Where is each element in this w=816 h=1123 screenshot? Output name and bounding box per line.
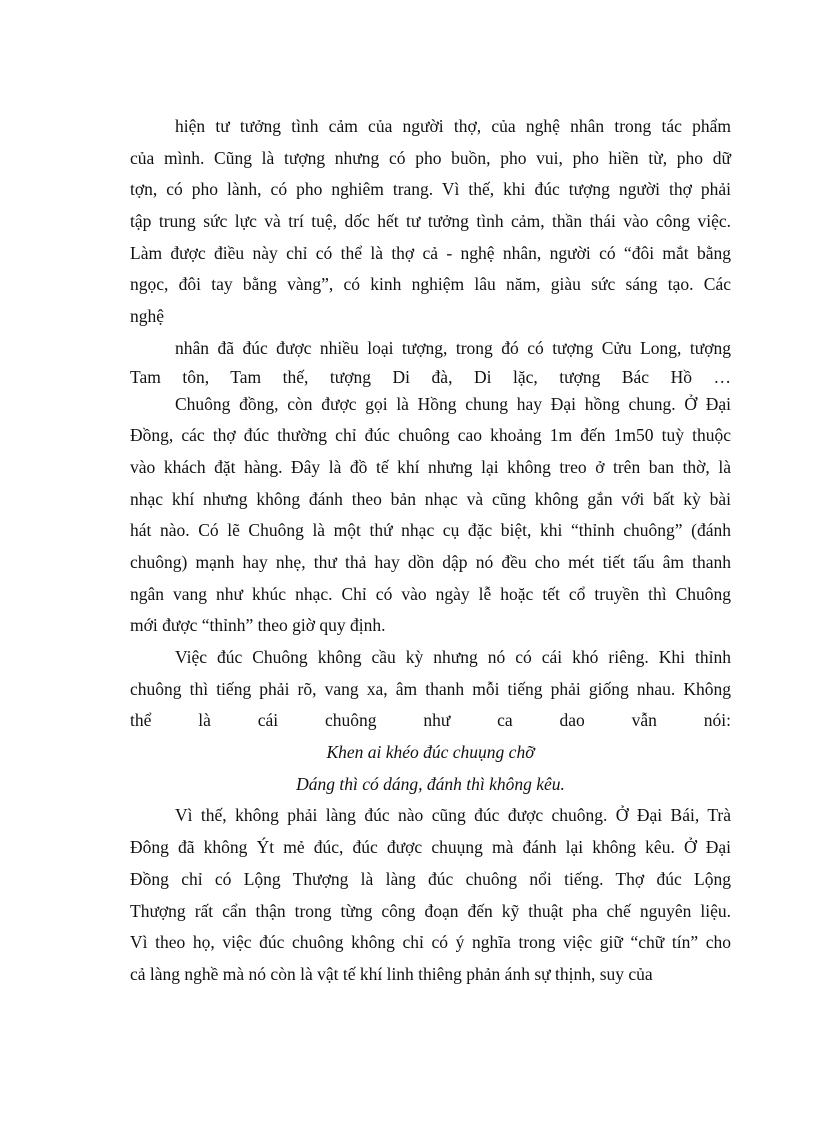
text-line: mới được “thỉnh” theo giờ quy định. — [130, 615, 386, 636]
text-line: Tam tôn, Tam thế, tượng Di đà, Di lặc, tượng Bác Hồ … — [130, 366, 731, 387]
text-line: hiện tư tưởng tình cảm của người thợ, của nghệ nhân trong tác phẩm — [175, 116, 731, 136]
text-line: Vì theo họ, việc đúc chuông không chỉ có ý nghĩa trong việc giữ “chữ tín” cho — [130, 932, 731, 953]
poem-line: Khen ai khéo đúc chuụng chỡ — [326, 742, 535, 763]
text-line: nghệ — [130, 306, 165, 327]
text-line: ngọc, đôi tay bằng vàng”, có kinh nghiệm lâu năm, giàu sức sáng tạo. Các — [130, 274, 731, 295]
text-line: chuông thì tiếng phải rõ, vang xa, âm thanh mỗi tiếng phải giống nhau. Không — [130, 678, 731, 699]
poem-line: Dáng thì có dáng, đánh thì không kêu. — [296, 773, 565, 794]
text-line: vào khách đặt hàng. Đây là đồ tế khí nhưng lại không treo ở trên ban thờ, là — [130, 456, 731, 477]
text-line: tợn, có pho lành, có pho nghiêm trang. Vì thế, khi đúc tượng người thợ phải — [130, 179, 731, 200]
body-text — [130, 111, 731, 991]
text-line: ngân vang như khúc nhạc. Chỉ có vào ngày lễ hoặc tết cổ truyền thì Chuông — [130, 583, 731, 604]
text-line: Đồng chỉ có Lộng Thượng là làng đúc chuông nổi tiếng. Thợ đúc Lộng — [130, 868, 731, 889]
text-line: của mình. Cũng là tượng nhưng có pho buồn, pho vui, pho hiền từ, pho dữ — [130, 147, 731, 168]
text-line: Vì thế, không phải làng đúc nào cũng đúc được chuông. Ở Đại Bái, Trà — [175, 805, 731, 826]
text-line: nhân đã đúc được nhiều loại tượng, trong đó có tượng Cửu Long, tượng — [175, 337, 731, 358]
text-line: Làm được điều này chỉ có thể là thợ cả - nghệ nhân, người có “đôi mắt bằng — [130, 242, 731, 263]
text-line: chuông) mạnh hay nhẹ, thư thả hay dồn dập nó đều cho mét tiết tấu âm thanh — [130, 551, 731, 572]
text-line: thể là cái chuông như ca dao vẫn nói: — [130, 710, 731, 731]
text-line: Thượng rất cẩn thận trong từng công đoạn đến kỹ thuật pha chế nguyên liệu. — [130, 900, 731, 921]
text-line: Đồng, các thợ đúc thường chỉ đúc chuông cao khoảng 1m đến 1m50 tuỳ thuộc — [130, 425, 731, 446]
text-line: Việc đúc Chuông không cầu kỳ nhưng nó có cái khó riêng. Khi thỉnh — [175, 647, 731, 667]
text-line: nhạc khí nhưng không đánh theo bản nhạc và cũng không gắn với bất kỳ bài — [130, 488, 731, 509]
text-line: Đông đã không Ýt mẻ đúc, đúc được chuụng mà đánh lại không kêu. Ở Đại — [130, 837, 731, 858]
text-line: cả làng nghề mà nó còn là vật tế khí linh thiêng phản ánh sự thịnh, suy của — [130, 963, 653, 984]
text-line: tập trung sức lực và trí tuệ, dốc hết tư tưởng tình cảm, thần thái vào công việc. — [130, 211, 731, 232]
text-line: hát nào. Có lẽ Chuông là một thứ nhạc cụ đặc biệt, khi “thỉnh chuông” (đánh — [130, 520, 731, 541]
text-line: Chuông đồng, còn được gọi là Hồng chung hay Đại hồng chung. Ở Đại — [175, 393, 731, 414]
